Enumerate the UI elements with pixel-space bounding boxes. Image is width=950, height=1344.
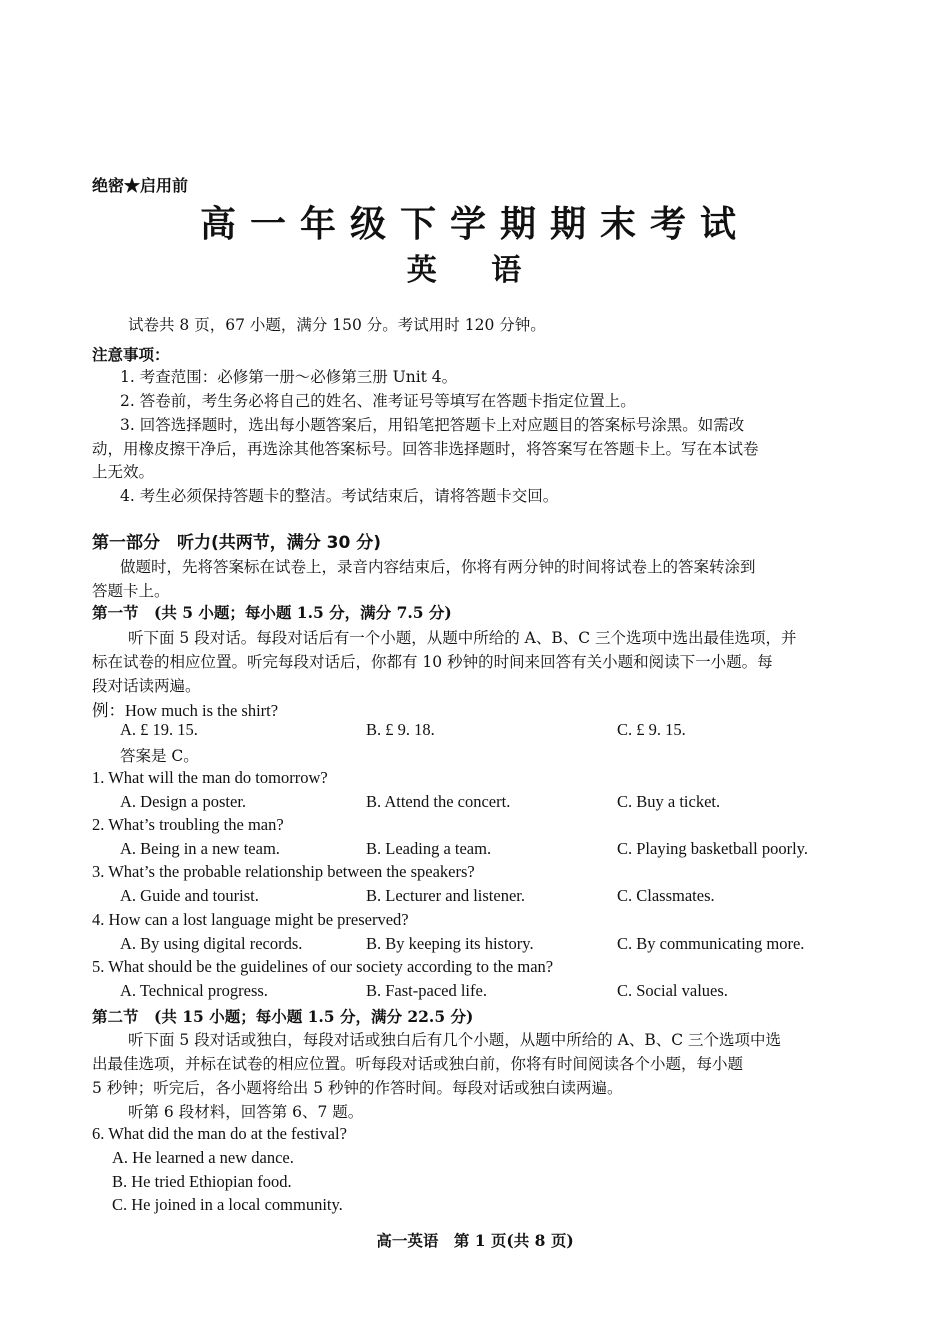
question-3-option-c: C. Classmates. bbox=[617, 886, 715, 905]
question-2: 2. What’s troubling the man? bbox=[92, 815, 284, 834]
question-1: 1. What will the man do tomorrow? bbox=[92, 768, 328, 787]
question-2-option-b: B. Leading a team. bbox=[366, 839, 492, 858]
example-option-b: B. £ 9. 18. bbox=[366, 720, 435, 739]
question-5-option-c: C. Social values. bbox=[617, 981, 728, 1000]
question-4-option-b: B. By keeping its history. bbox=[366, 934, 534, 953]
section1-desc-line-3: 段对话读两遍。 bbox=[92, 677, 201, 695]
listen-material-6: 听第 6 段材料，回答第 6、7 题。 bbox=[128, 1103, 364, 1121]
question-4: 4. How can a lost language might be preserved? bbox=[92, 910, 409, 929]
section1-heading: 第一节 (共 5 小题；每小题 1.5 分，满分 7.5 分) bbox=[92, 603, 452, 622]
question-6-option-a: A. He learned a new dance. bbox=[112, 1148, 294, 1167]
section2-desc-line-3: 5 秒钟；听完后，各小题将给出 5 秒钟的作答时间。每段对话或独白读两遍。 bbox=[92, 1079, 623, 1097]
question-1-option-b: B. Attend the concert. bbox=[366, 792, 511, 811]
question-2-option-a: A. Being in a new team. bbox=[120, 839, 280, 858]
exam-subject: 英 语 bbox=[406, 253, 544, 288]
notice-item-3-line-3: 上无效。 bbox=[92, 463, 155, 481]
exam-intro: 试卷共 8 页，67 小题，满分 150 分。考试用时 120 分钟。 bbox=[128, 316, 546, 334]
question-5: 5. What should be the guidelines of our society according to the man? bbox=[92, 957, 554, 976]
section1-desc-line-1: 听下面 5 段对话。每段对话后有一个小题，从题中所给的 A、B、C 三个选项中选出最佳选项，并 bbox=[128, 629, 797, 647]
question-5-option-a: A. Technical progress. bbox=[120, 981, 268, 1000]
section2-desc-line-2: 出最佳选项，并标在试卷的相应位置。听每段对话或独白前，你将有时间阅读各个小题，每小题 bbox=[92, 1055, 744, 1073]
page-footer: 高一英语 第 1 页(共 8 页) bbox=[376, 1231, 574, 1250]
question-6-option-b: B. He tried Ethiopian food. bbox=[112, 1172, 292, 1191]
section2-heading: 第二节 (共 15 小题；每小题 1.5 分，满分 22.5 分) bbox=[92, 1007, 474, 1026]
notice-item-1: 1. 考查范围：必修第一册～必修第三册 Unit 4。 bbox=[120, 368, 458, 386]
question-6: 6. What did the man do at the festival? bbox=[92, 1124, 347, 1143]
part1-desc-line-1: 做题时，先将答案标在试卷上，录音内容结束后，你将有两分钟的时间将试卷上的答案转涂到 bbox=[120, 558, 756, 576]
question-1-option-c: C. Buy a ticket. bbox=[617, 792, 721, 811]
question-4-option-a: A. By using digital records. bbox=[120, 934, 303, 953]
section2-desc-line-1: 听下面 5 段对话或独白，每段对话或独白后有几个小题，从题中所给的 A、B、C 三个选项中选 bbox=[128, 1031, 782, 1049]
section1-desc-line-2: 标在试卷的相应位置。听完每段对话后，你都有 10 秒钟的时间来回答有关小题和阅读下一小题。每 bbox=[92, 653, 773, 671]
example-option-c: C. £ 9. 15. bbox=[617, 720, 686, 739]
example-answer: 答案是 C。 bbox=[120, 747, 199, 765]
part1-heading: 第一部分 听力(共两节，满分 30 分) bbox=[92, 533, 382, 553]
notice-item-2: 2. 答卷前，考生务必将自己的姓名、准考证号等填写在答题卡指定位置上。 bbox=[120, 392, 636, 410]
question-2-option-c: C. Playing basketball poorly. bbox=[617, 839, 808, 858]
example-question: 例：How much is the shirt? bbox=[92, 701, 279, 720]
question-3-option-b: B. Lecturer and listener. bbox=[366, 886, 525, 905]
example-option-a: A. £ 19. 15. bbox=[120, 720, 198, 739]
notice-item-3-line-2: 动，用橡皮擦干净后，再选涂其他答案标号。回答非选择题时，将答案写在答题卡上。写在本试卷 bbox=[92, 440, 759, 458]
question-3-option-a: A. Guide and tourist. bbox=[120, 886, 259, 905]
confidential-label: 绝密★启用前 bbox=[92, 176, 189, 195]
part1-desc-line-2: 答题卡上。 bbox=[92, 582, 170, 600]
question-1-option-a: A. Design a poster. bbox=[120, 792, 247, 811]
question-5-option-b: B. Fast-paced life. bbox=[366, 981, 487, 1000]
question-6-option-c: C. He joined in a local community. bbox=[112, 1195, 343, 1214]
notice-item-4: 4. 考生必须保持答题卡的整洁。考试结束后，请将答题卡交回。 bbox=[120, 487, 559, 505]
question-4-option-c: C. By communicating more. bbox=[617, 934, 805, 953]
notice-heading: 注意事项： bbox=[92, 345, 170, 364]
exam-title: 高一年级下学期期末考试 bbox=[199, 203, 750, 245]
notice-item-3-line-1: 3. 回答选择题时，选出每小题答案后，用铅笔把答题卡上对应题目的答案标号涂黑。如需改 bbox=[120, 416, 745, 434]
question-3: 3. What’s the probable relationship between the speakers? bbox=[92, 862, 475, 881]
